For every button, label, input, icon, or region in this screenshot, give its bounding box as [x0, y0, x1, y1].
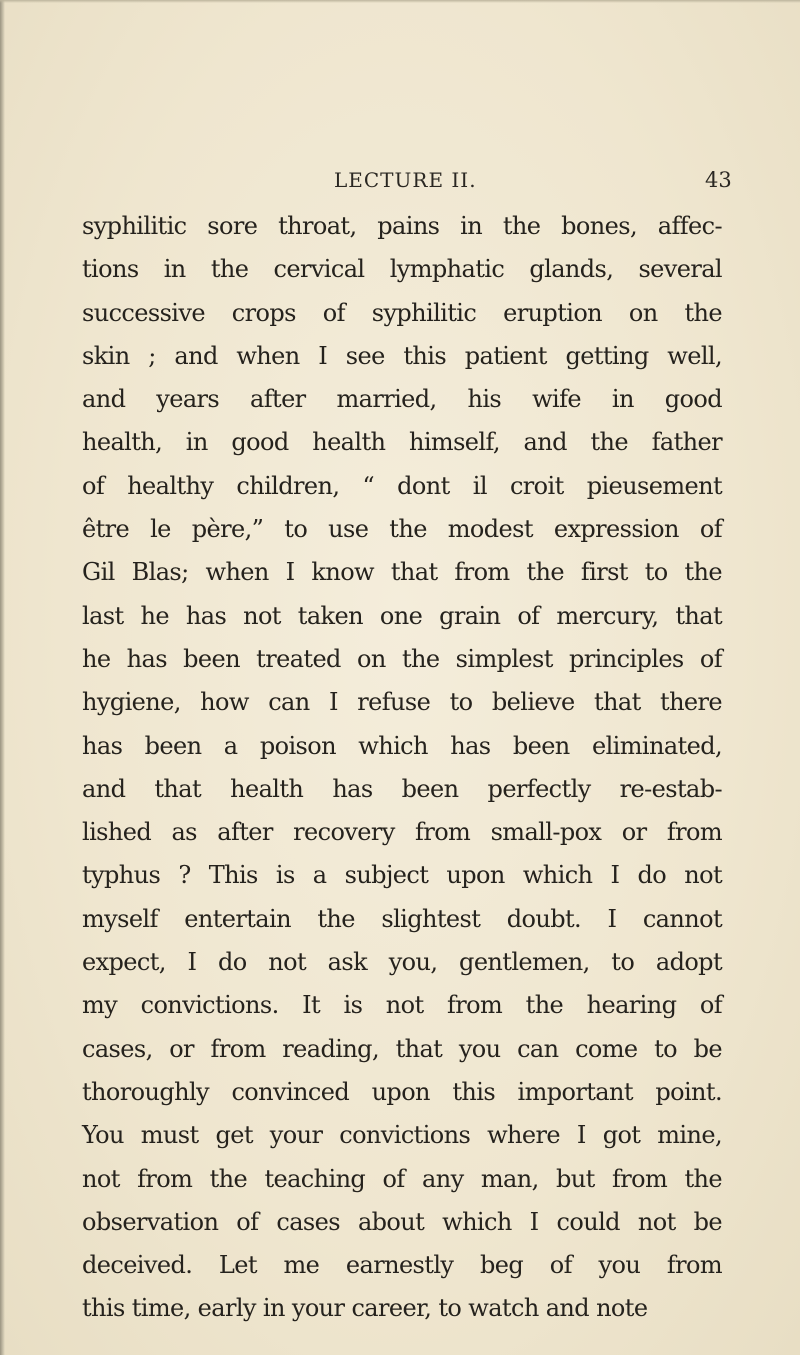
text-line: not from the teaching of any man, but from the [82, 1164, 722, 1193]
text-line: lished as after recovery from small-pox or from [82, 818, 722, 847]
page-left-edge-shadow [0, 0, 5, 1355]
text-line: and years after married, his wife in good [82, 385, 722, 414]
text-line: cases, or from reading, that you can come to be [82, 1034, 722, 1063]
text-line: thoroughly convinced upon this important point. [82, 1077, 722, 1106]
text-line: of healthy children, “ dont il croit pieusement [82, 471, 722, 500]
text-line: typhus ? This is a subject upon which I do not [82, 861, 722, 890]
text-line: tions in the cervical lymphatic glands, several [82, 255, 722, 284]
running-header [0, 168, 800, 198]
text-line: my convictions. It is not from the hearing of [82, 991, 722, 1020]
text-line: this time, early in your career, to watch and note [82, 1294, 648, 1323]
text-line: has been a poison which has been eliminated, [82, 731, 722, 760]
text-line: and that health has been perfectly re-estab- [82, 774, 722, 803]
text-line: health, in good health himself, and the father [82, 428, 722, 457]
text-line: observation of cases about which I could not be [82, 1207, 722, 1236]
text-line: hygiene, how can I refuse to believe that there [82, 688, 722, 717]
text-line: he has been treated on the simplest principles of [82, 644, 722, 673]
text-line: You must get your convictions where I got mine, [82, 1121, 722, 1150]
text-line: syphilitic sore throat, pains in the bones, affec- [82, 212, 722, 240]
text-line: last he has not taken one grain of mercury, that [82, 601, 722, 630]
text-line: skin ; and when I see this patient getting well, [82, 341, 722, 370]
text-line: myself entertain the slightest doubt. I cannot [82, 904, 722, 933]
text-line: deceived. Let me earnestly beg of you from [82, 1251, 722, 1280]
page-top-edge-shadow [0, 0, 800, 3]
text-line: expect, I do not ask you, gentlemen, to adopt [82, 948, 722, 977]
page-number: 43 [705, 168, 732, 192]
text-line: successive crops of syphilitic eruption on the [82, 298, 722, 327]
text-line: être le père,” to use the modest expression of [82, 515, 722, 544]
running-title: LECTURE II. [334, 168, 477, 192]
body-text [82, 205, 722, 1331]
text-line: Gil Blas; when I know that from the first to the [82, 558, 722, 587]
